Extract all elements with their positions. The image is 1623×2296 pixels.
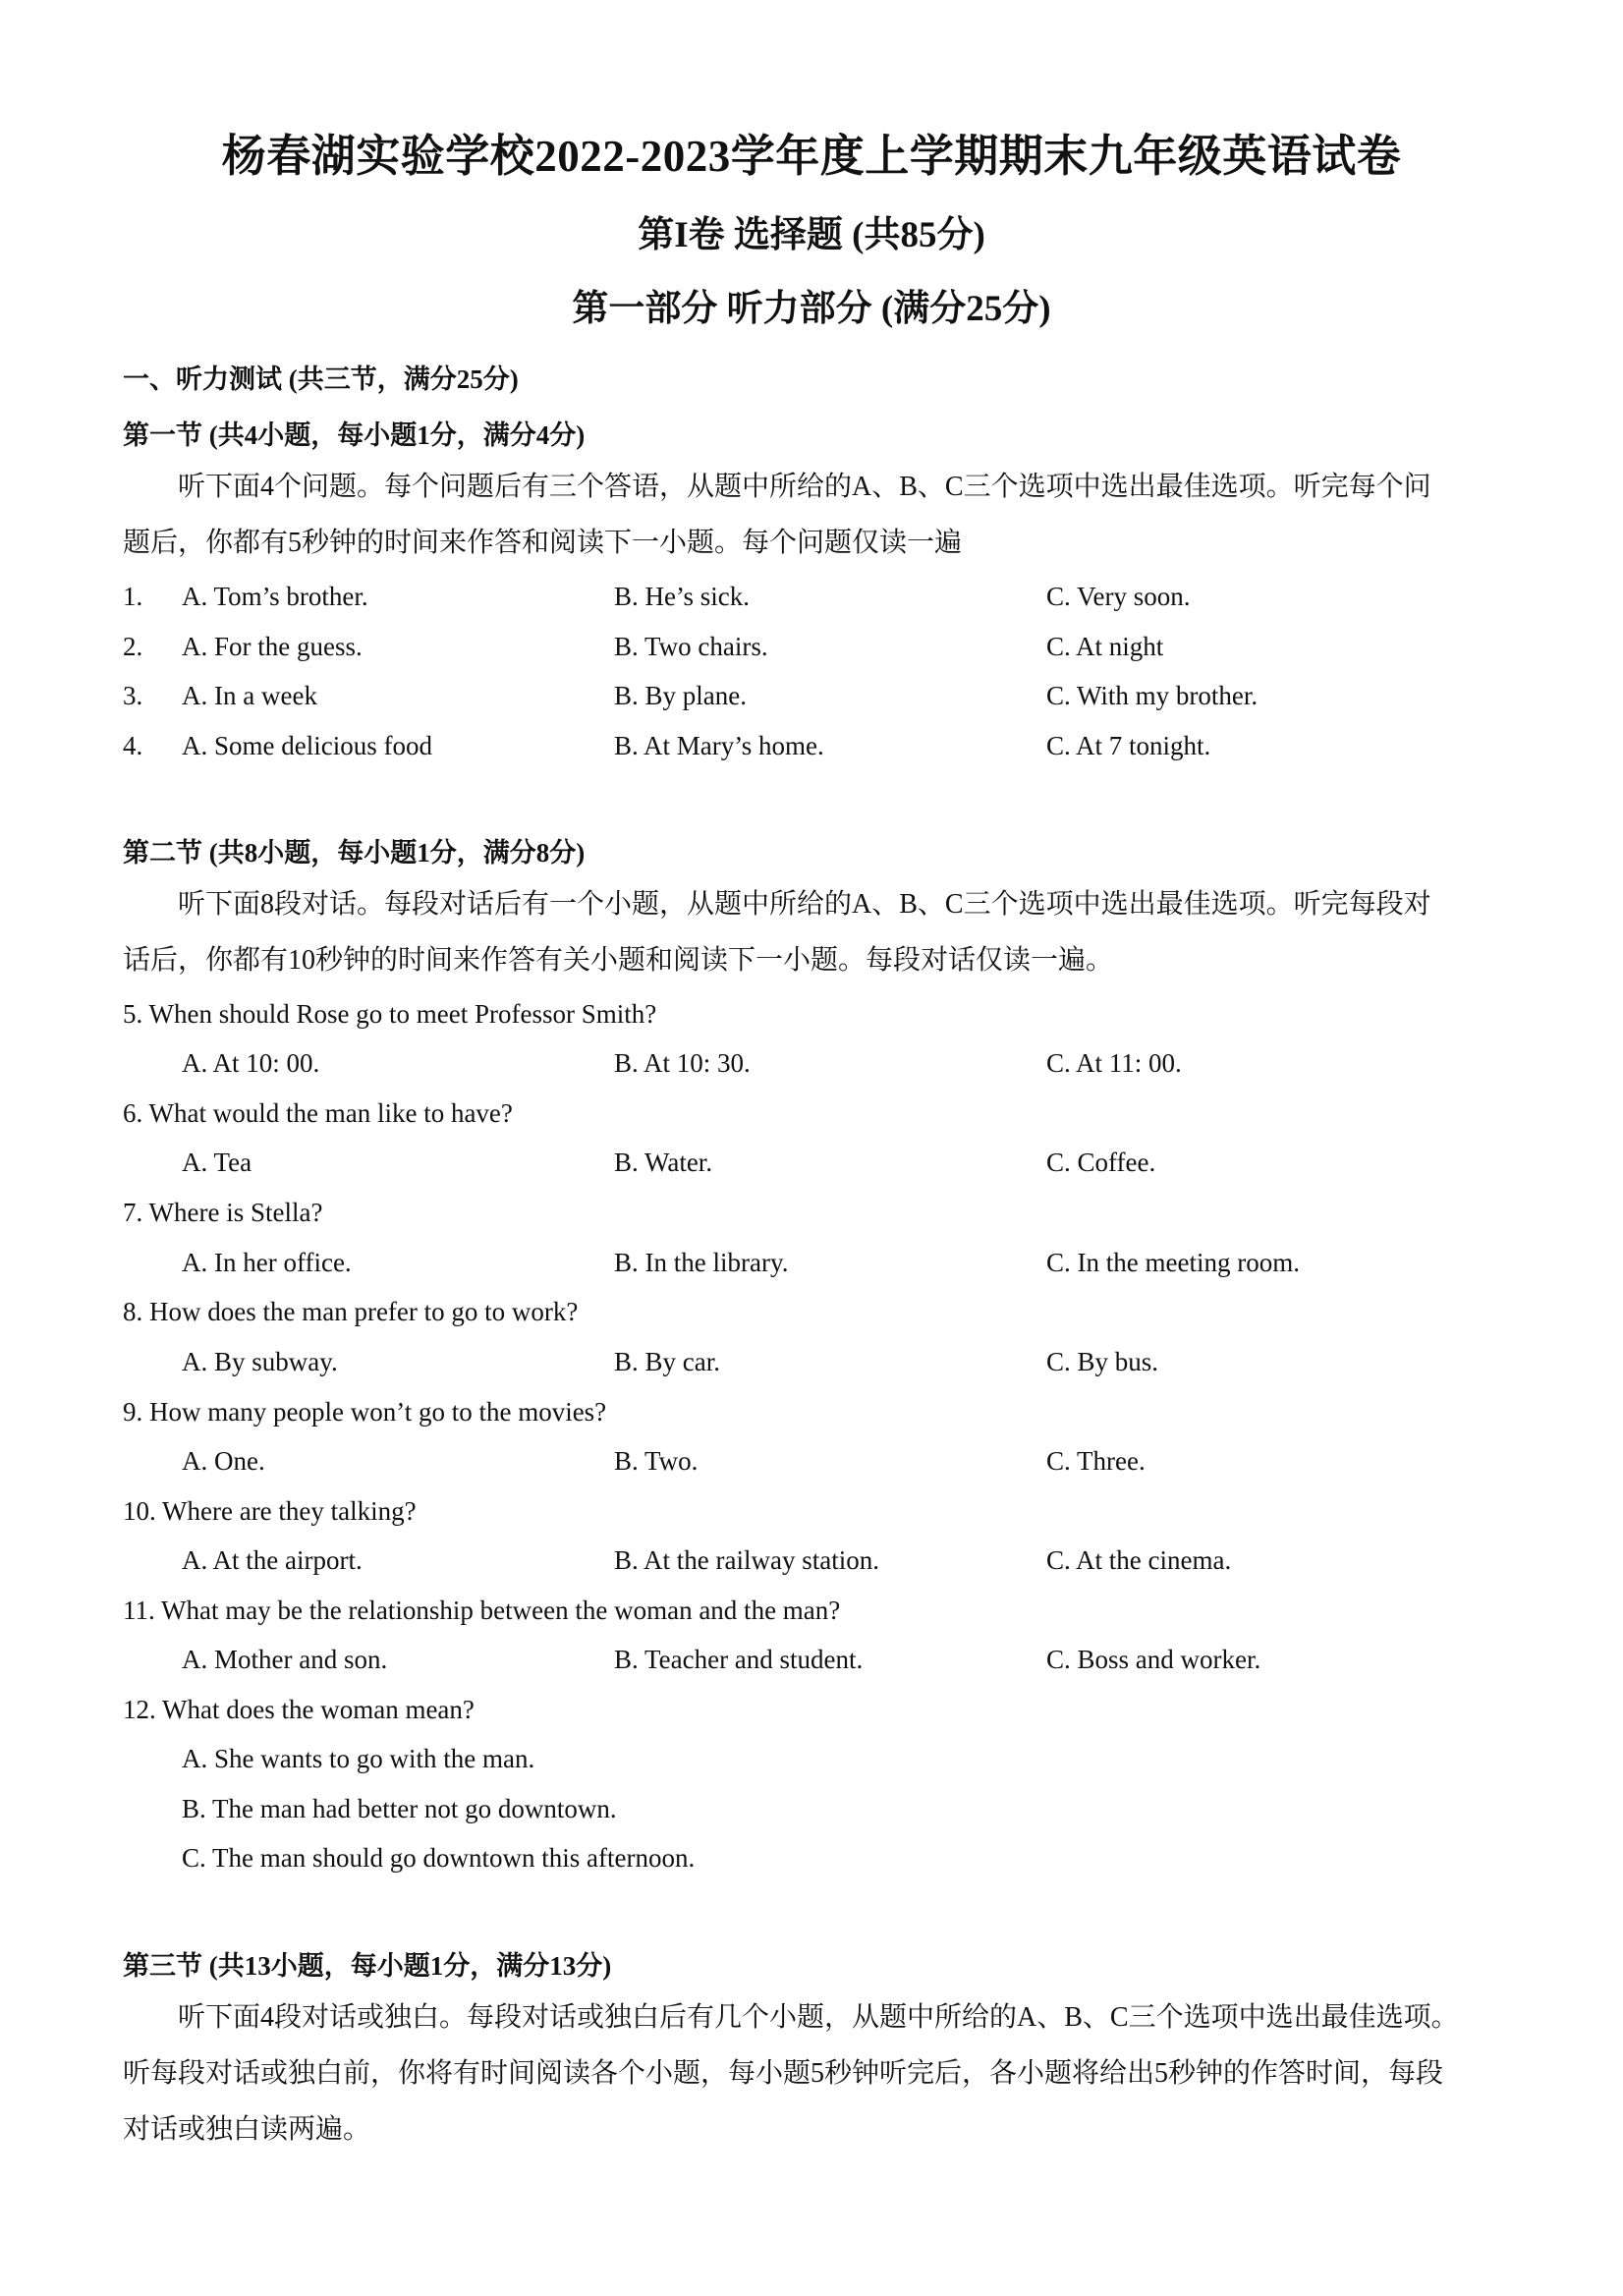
option-b: B. At Mary’s home.: [614, 731, 824, 760]
question-text: 7. Where is Stella?: [123, 1198, 323, 1227]
option-c: C. Very soon.: [1046, 582, 1191, 611]
options-row: [0, 1545, 1623, 1585]
instruction-line: 听下面8段对话。每段对话后有一个小题，从题中所给的A、B、C三个选项中选出最佳选项。听完每段对: [178, 889, 1431, 920]
options-row: [0, 1248, 1623, 1287]
question-row: [0, 681, 1623, 720]
question-row: [0, 582, 1623, 621]
option-a: A. Some delicious food: [182, 731, 432, 760]
exam-title: 杨春湖实验学校2022-2023学年度上学期期末九年级英语试卷: [221, 132, 1402, 181]
option-b: B. He’s sick.: [614, 582, 750, 611]
question-row: [0, 632, 1623, 671]
option-a: A. Tom’s brother.: [182, 582, 368, 611]
option-a: A. At 10: 00.: [182, 1048, 320, 1078]
option-c: C. At 7 tonight.: [1046, 731, 1211, 760]
option-c: C. At 11: 00.: [1046, 1048, 1182, 1078]
options-row: [0, 1048, 1623, 1088]
option-c: C. At night: [1046, 632, 1164, 661]
instruction-line: 听下面4个问题。每个问题后有三个答语，从题中所给的A、B、C三个选项中选出最佳选项。听完每个问: [178, 472, 1431, 502]
option-c: C. Coffee.: [1046, 1148, 1156, 1177]
option-b: B. Two.: [614, 1446, 699, 1476]
question-text: 9. How many people won’t go to the movies?: [123, 1397, 607, 1427]
options-row: [0, 1446, 1623, 1485]
option-a: A. Tea: [182, 1148, 252, 1177]
options-row: [0, 1148, 1623, 1187]
question-text: 6. What would the man like to have?: [123, 1098, 513, 1128]
question-number: 3.: [123, 681, 143, 710]
option-b: B. In the library.: [614, 1248, 789, 1277]
option-a: A. In her office.: [182, 1248, 352, 1277]
instruction-line: 题后，你都有5秒钟的时间来作答和阅读下一小题。每个问题仅读一遍: [123, 528, 963, 558]
option-a: A. For the guess.: [182, 632, 363, 661]
section1-heading: 第一节 (共4小题，每小题1分，满分4分): [123, 420, 586, 450]
option-b: B. Two chairs.: [614, 632, 768, 661]
question-text: 11. What may be the relationship between the woman and the man?: [123, 1596, 841, 1625]
section1-instructions: [123, 459, 1508, 571]
option-c: C. Three.: [1046, 1446, 1146, 1476]
instruction-line: 听下面4段对话或独白。每段对话或独白后有几个小题，从题中所给的A、B、C三个选项中选出最佳选项。: [178, 2002, 1459, 2033]
question-text: 5. When should Rose go to meet Professor Smith?: [123, 999, 657, 1029]
options-row: [0, 1347, 1623, 1386]
question-text: 8. How does the man prefer to go to work?: [123, 1297, 579, 1326]
question-number: 4.: [123, 731, 143, 760]
section2-instructions: [123, 876, 1508, 988]
option-b: B. By car.: [614, 1347, 720, 1376]
question-row: [0, 731, 1623, 770]
option-c: C. With my brother.: [1046, 681, 1259, 710]
option-b: B. Water.: [614, 1148, 713, 1177]
option-a: A. At the airport.: [182, 1545, 363, 1575]
question-number: 1.: [123, 582, 143, 611]
section3-instructions: [123, 1989, 1508, 2157]
option-b: B. By plane.: [614, 681, 747, 710]
option-b: B. At the railway station.: [614, 1545, 879, 1575]
option-c: C. By bus.: [1046, 1347, 1159, 1376]
instruction-line: 听每段对话或独白前，你将有时间阅读各个小题，每小题5秒钟听完后，各小题将给出5秒钟的作答时间，每段: [123, 2058, 1444, 2089]
question-text: 10. Where are they talking?: [123, 1496, 417, 1526]
instruction-line: 对话或独白读两遍。: [123, 2114, 371, 2145]
option-a: A. In a week: [182, 681, 317, 710]
instruction-line: 话后，你都有10秒钟的时间来作答有关小题和阅读下一小题。每段对话仅读一遍。: [123, 945, 1114, 976]
listening-test-heading: 一、听力测试 (共三节，满分25分): [123, 364, 519, 394]
section3-heading: 第三节 (共13小题，每小题1分，满分13分): [123, 1951, 612, 1981]
options-row: [0, 1645, 1623, 1684]
option-c: C. Boss and worker.: [1046, 1645, 1261, 1674]
option-b: B. The man had better not go downtown.: [182, 1794, 617, 1823]
option-c: C. The man should go downtown this afternoon.: [182, 1843, 696, 1873]
option-a: A. Mother and son.: [182, 1645, 388, 1674]
question-number: 2.: [123, 632, 143, 661]
section2-heading: 第二节 (共8小题，每小题1分，满分8分): [123, 838, 586, 868]
option-a: A. By subway.: [182, 1347, 338, 1376]
option-b: B. Teacher and student.: [614, 1645, 864, 1674]
option-a: A. She wants to go with the man.: [182, 1744, 535, 1773]
option-a: A. One.: [182, 1446, 265, 1476]
part-title: 第一部分 听力部分 (满分25分): [572, 289, 1051, 329]
volume-title: 第I卷 选择题 (共85分): [638, 215, 985, 255]
option-c: C. In the meeting room.: [1046, 1248, 1300, 1277]
option-c: C. At the cinema.: [1046, 1545, 1232, 1575]
question-text: 12. What does the woman mean?: [123, 1695, 475, 1724]
option-b: B. At 10: 30.: [614, 1048, 751, 1078]
